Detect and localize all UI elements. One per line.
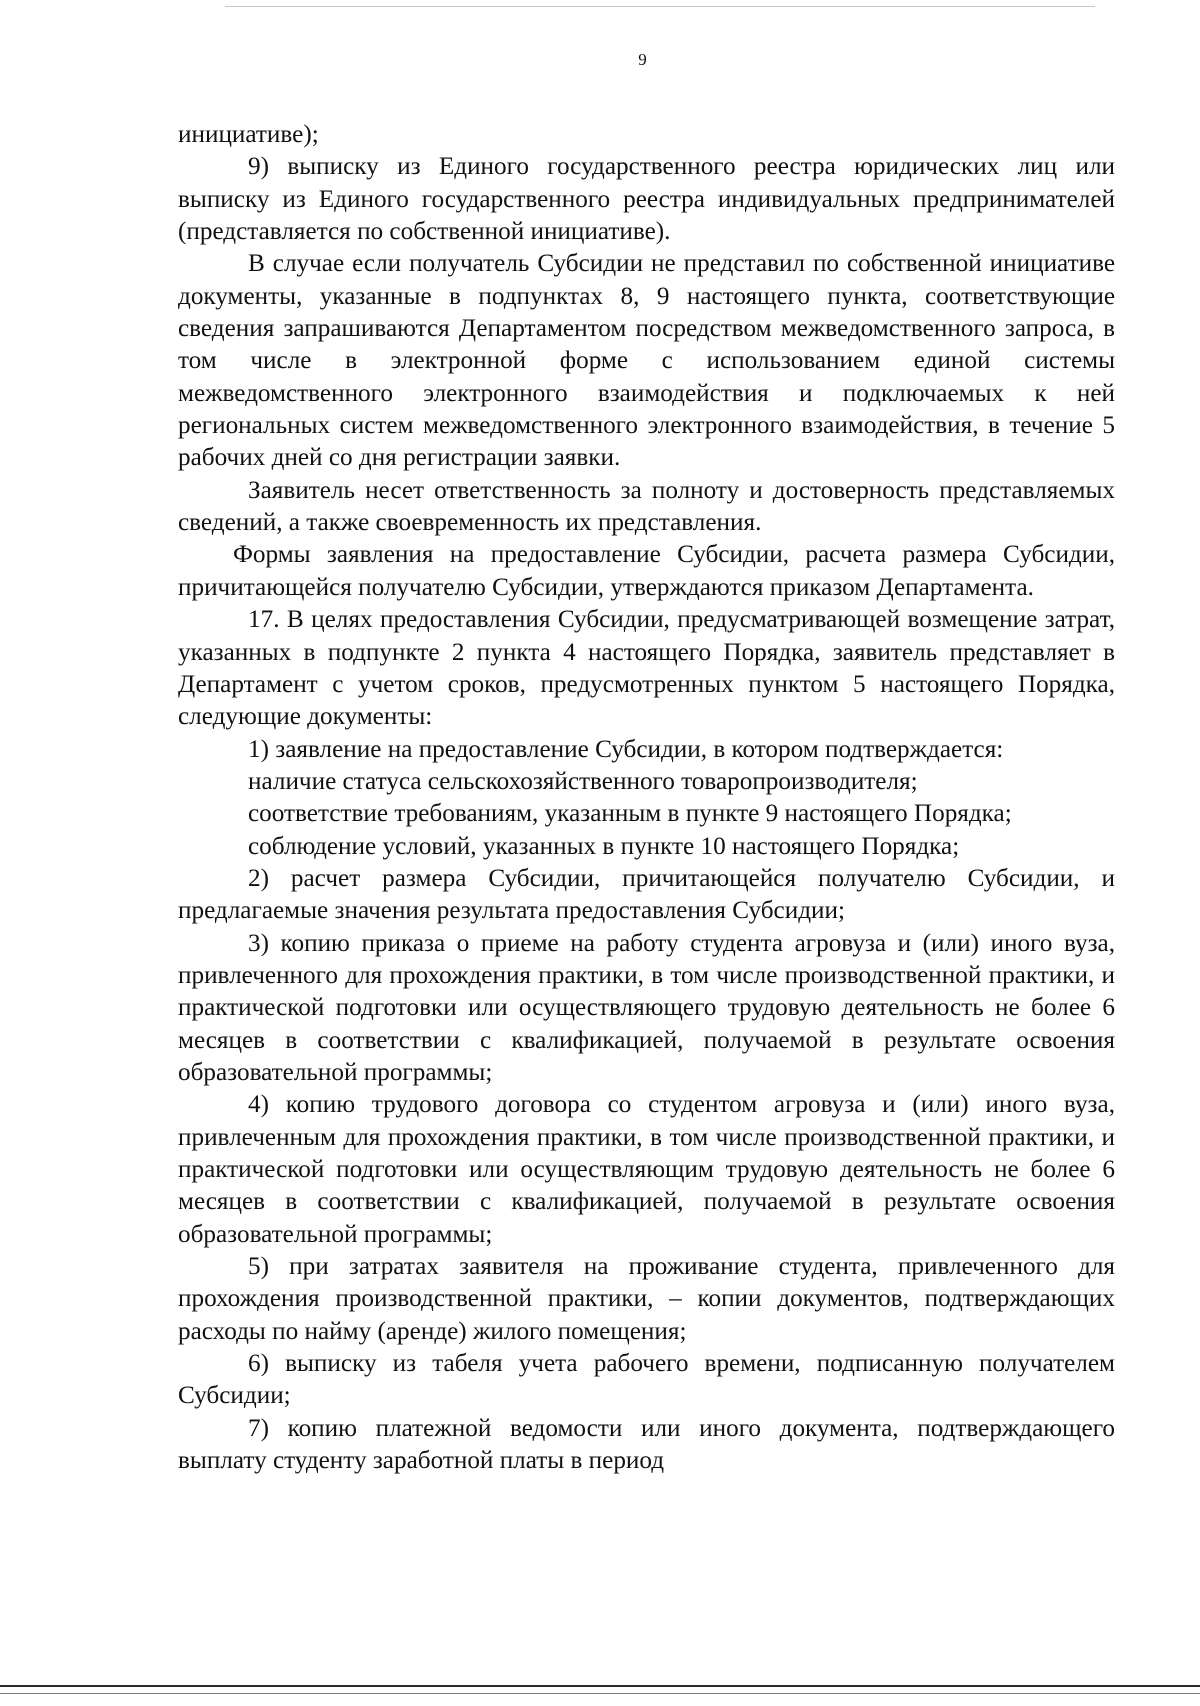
paragraph-item-1: 1) заявление на предоставление Субсидии, в котором подтверждается: — [248, 735, 1004, 763]
paragraph-item-3: 3) копию приказа о приеме на работу студента агровуза и (или) иного вуза, привлеченного для прохождения практики, в том числе производственной практики, и практической подготовки или осуществляющего трудовую деятельность не более 6 месяцев в соответствии с квалификацией, получаемой в результате освоения образовательной программы; — [178, 929, 1115, 1086]
paragraph-clause-17: 17. В целях предоставления Субсидии, предусматривающей возмещение затрат, указанных в подпункте 2 пункта 4 настоящего Порядка, заявитель представляет в Департамент с учетом сроков, предусмотренных пунктом 5 настоящего Порядка, следующие документы: — [178, 606, 1115, 731]
page-number: 9 — [638, 50, 647, 69]
paragraph-continuation: инициативе); — [178, 121, 319, 148]
paragraph-item-9: 9) выписку из Единого государственного реестра юридических лиц или выписку из Единого государственного реестра индивидуальных предпринимателей (представляется по собственной инициативе). — [178, 153, 1115, 246]
paragraph-conditions: соблюдение условий, указанных в пункте 10 настоящего Порядка; — [248, 832, 960, 860]
paragraph-item-5: 5) при затратах заявителя на проживание студента, привлеченного для прохождения производственной практики, – копии документов, подтверждающих расходы по найму (аренде) жилого помещения; — [178, 1253, 1115, 1345]
paragraph-item-2: 2) расчет размера Субсидии, причитающейся получателю Субсидии, и предлагаемые значения результата предоставления Субсидии; — [178, 864, 1115, 925]
paragraph-requirements: соответствие требованиям, указанным в пункте 9 настоящего Порядка; — [248, 800, 1012, 828]
paragraph-item-4: 4) копию трудового договора со студентом агровуза и (или) иного вуза, привлеченным для прохождения практики, в том числе производственной практики, и практической подготовки или осуществляющим трудовую деятельность не более 6 месяцев в соответствии с квалификацией, получаемой в результате освоения образовательной программы; — [178, 1091, 1115, 1248]
paragraph-applicant-responsibility: Заявитель несет ответственность за полноту и достоверность представляемых сведений, а также своевременность их представления. — [178, 476, 1115, 537]
scan-edge-bottom-thin — [0, 1693, 1200, 1694]
paragraph-item-6: 6) выписку из табеля учета рабочего времени, подписанную получателем Субсидии; — [178, 1350, 1115, 1410]
paragraph-interagency-request: В случае если получатель Субсидии не представил по собственной инициативе документы, указанные в подпунктах 8, 9 настоящего пункта, соответствующие сведения запрашиваются Департаментом посредством межведомственного запроса, в том числе в электронной форме с использованием единой системы межведомственного электронного взаимодействия и подключаемых к ней региональных систем межведомственного электронного взаимодействия, в течение 5 рабочих дней со дня регистрации заявки. — [178, 250, 1115, 472]
document-body — [178, 119, 1115, 1477]
paragraph-status: наличие статуса сельскохозяйственного товаропроизводителя; — [248, 767, 918, 795]
scan-edge-bottom — [0, 1685, 1200, 1687]
paragraph-item-7: 7) копию платежной ведомости или иного документа, подтверждающего выплату студенту заработной платы в период — [178, 1414, 1115, 1475]
scan-edge-top — [225, 6, 1095, 7]
paragraph-application-forms: Формы заявления на предоставление Субсидии, расчета размера Субсидии, причитающейся получателю Субсидии, утверждаются приказом Департамента. — [178, 541, 1115, 601]
